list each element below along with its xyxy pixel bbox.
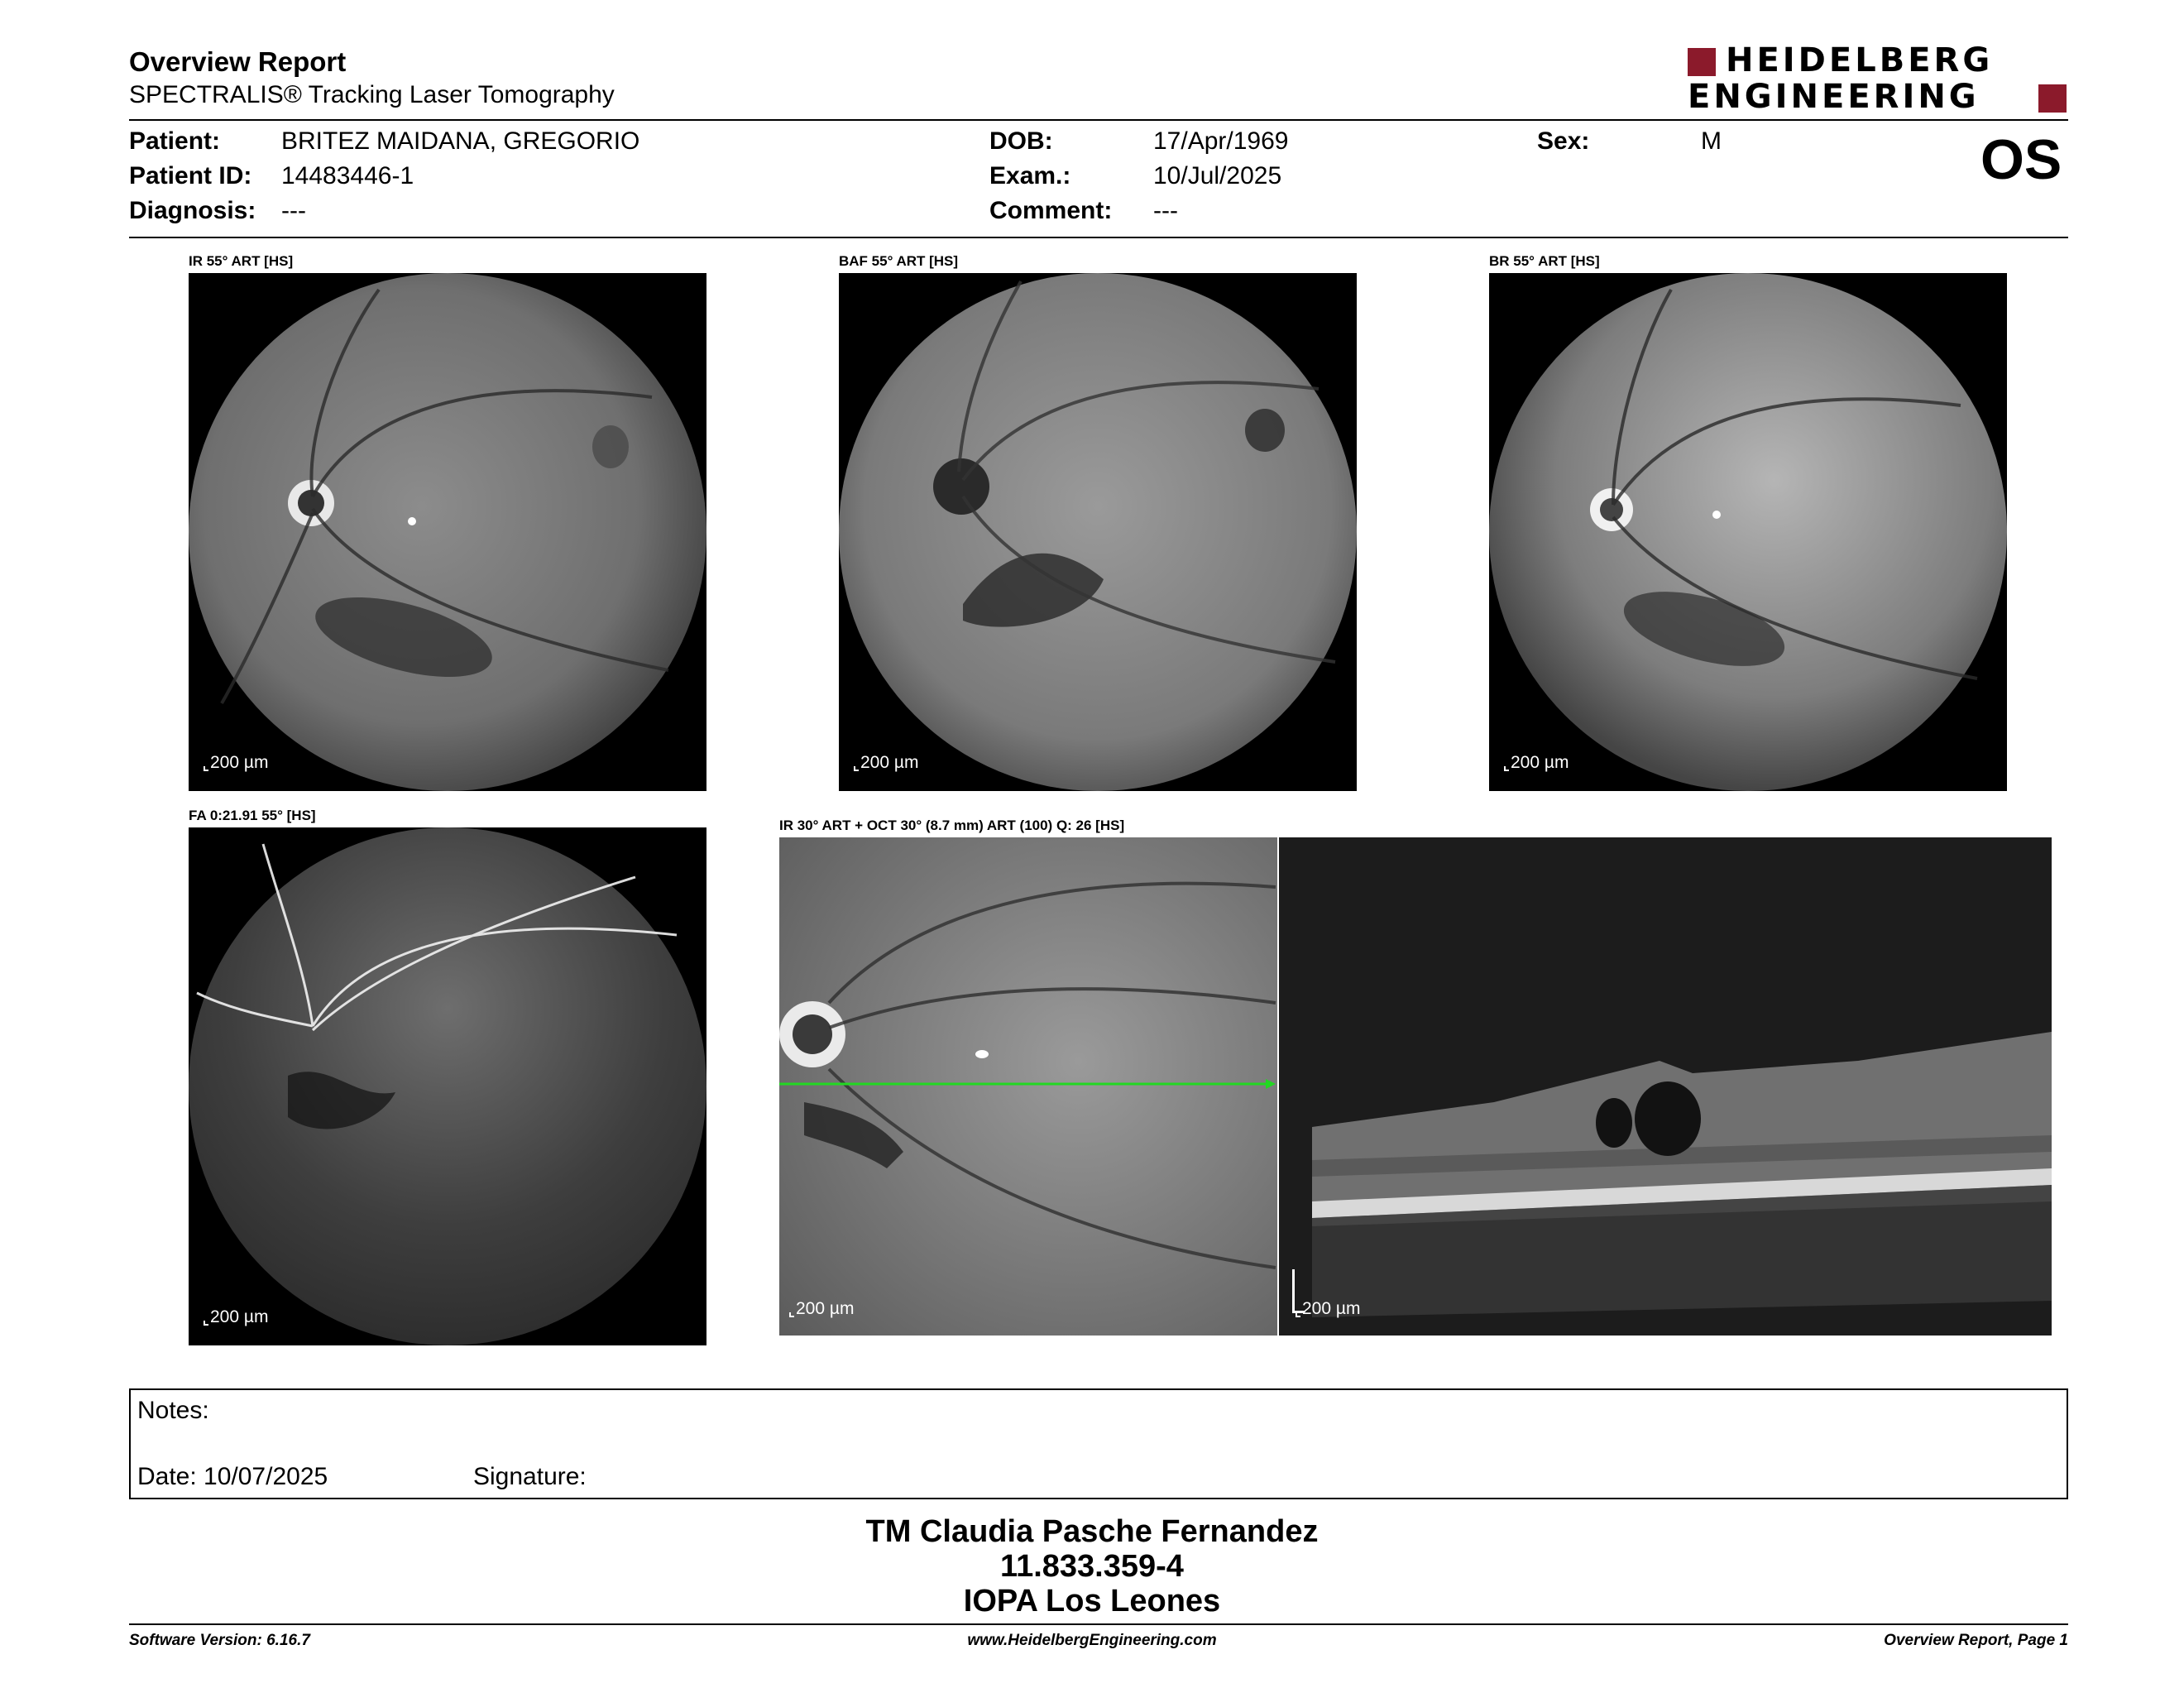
notes-box [129,1388,2068,1499]
comment-label: Comment: [989,197,1113,224]
header-rule [129,119,2068,121]
ir-scale-bar: 200 µm [210,753,269,772]
br-fundus-graphic [1489,273,2007,791]
localizer-scale-bar: 200 µm [796,1299,855,1318]
baf-fundus-image [839,273,1357,791]
fa-angiography-image [189,827,706,1345]
fa-angiography-graphic [189,827,706,1345]
report-subtitle: SPECTRALIS® Tracking Laser Tomography [129,81,615,108]
report-title: Overview Report [129,46,347,77]
baf-scale-bar: 200 µm [860,753,919,772]
logo-line-2: ENGINEERING [1688,78,1980,116]
dob-label: DOB: [989,127,1053,155]
signer-number: 11.833.359-4 [1000,1549,1184,1584]
logo-square-bottom [2038,84,2067,113]
dob-value: 17/Apr/1969 [1153,127,1289,155]
baf-image-label: BAF 55° ART [HS] [839,253,959,269]
patient-label: Patient: [129,127,221,155]
footer-rule [129,1623,2068,1625]
br-fundus-image [1489,273,2007,791]
patient-id: 14483446-1 [281,162,414,189]
ir-oct-localizer-graphic [779,837,1277,1336]
date-label: Date: 10/07/2025 [137,1463,328,1490]
logo-square-top [1688,48,1716,76]
fa-scale-bar: 200 µm [210,1307,269,1326]
baf-fundus-graphic [839,273,1357,791]
fa-image-label: FA 0:21.91 55° [HS] [189,808,316,823]
patient-rule [129,237,2068,238]
patient-id-label: Patient ID: [129,162,252,189]
signer-institution: IOPA Los Leones [963,1584,1221,1618]
ir-image-label: IR 55° ART [HS] [189,253,294,269]
signature-label: Signature: [473,1463,587,1490]
br-image-label: BR 55° ART [HS] [1489,253,1600,269]
notes-label: Notes: [137,1397,209,1424]
oct-bscan-graphic [1279,837,2052,1336]
software-version: Software Version: 6.16.7 [129,1632,310,1649]
diagnosis-label: Diagnosis: [129,197,256,224]
ir-oct-localizer-image [779,837,1277,1336]
heidelberg-logo [1688,41,2068,117]
page-indicator: Overview Report, Page 1 [1884,1632,2068,1649]
exam-label: Exam.: [989,162,1071,189]
ir-fundus-image [189,273,706,791]
signer-name: TM Claudia Pasche Fernandez [865,1514,1319,1549]
comment-value: --- [1153,197,1178,224]
website-link: www.HeidelbergEngineering.com [967,1632,1217,1649]
sex-label: Sex: [1537,127,1590,155]
oct-image-label: IR 30° ART + OCT 30° (8.7 mm) ART (100) Q: 26 [HS] [779,818,1125,833]
oct-bscan-image [1279,837,2052,1336]
br-scale-bar: 200 µm [1511,753,1569,772]
patient-name: BRITEZ MAIDANA, GREGORIO [281,127,640,155]
eye-indicator: OS [1980,128,2062,191]
sex-value: M [1701,127,1722,155]
ir-fundus-graphic [189,273,706,791]
oct-scale-bar: 200 µm [1302,1299,1361,1318]
exam-value: 10/Jul/2025 [1153,162,1282,189]
diagnosis-value: --- [281,197,306,224]
logo-line-1: HEIDELBERG [1726,41,1994,79]
